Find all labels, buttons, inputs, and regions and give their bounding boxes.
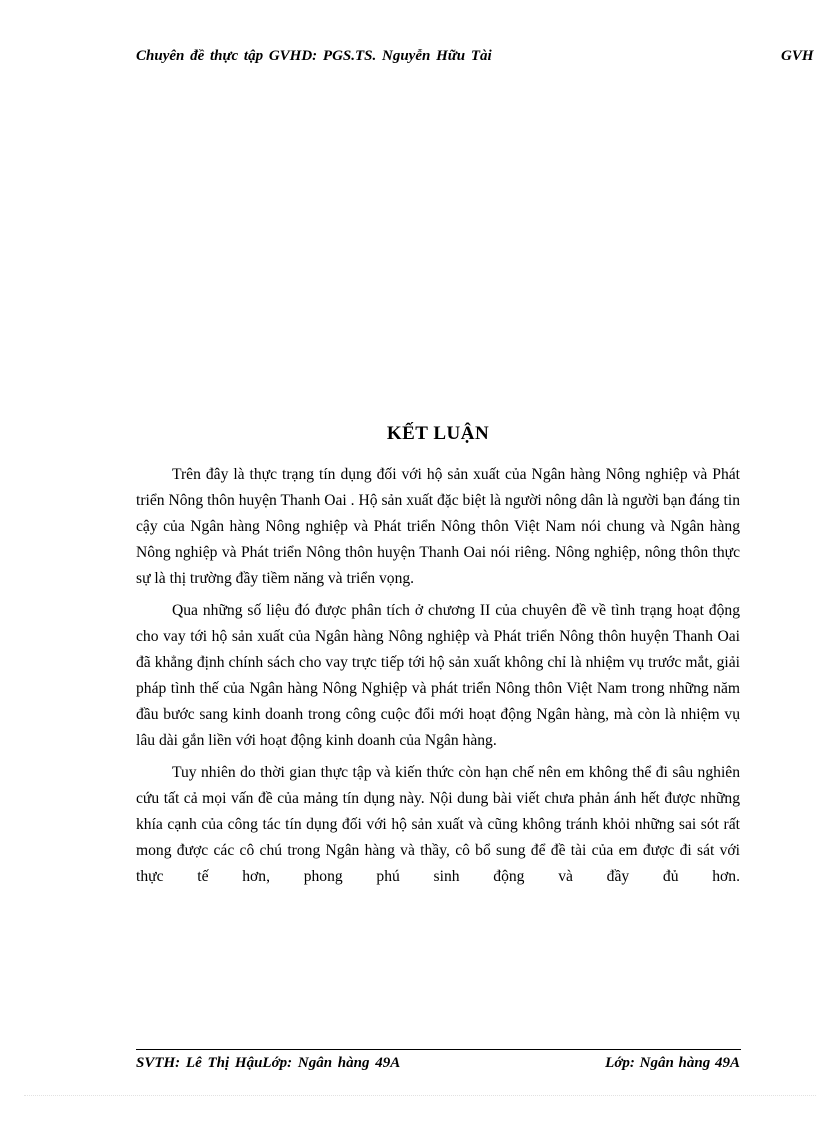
header-right-text: GVH: [781, 48, 814, 64]
page-title: KẾT LUẬN: [386, 423, 490, 444]
header-left-text: Chuyên đề thực tập GVHD: PGS.TS. Nguyễn Hữu Tài: [136, 48, 492, 64]
footer-right-text: Lớp: Ngân hàng 49A: [605, 1055, 740, 1071]
footer-left-text: SVTH: Lê Thị HậuLớp: Ngân hàng 49A: [136, 1055, 401, 1071]
body-text: [136, 462, 740, 896]
paragraph-2: Qua những số liệu đó được phân tích ở chương II của chuyên đề về tình trạng hoạt động cho vay tới hộ sản xuất của Ngân hàng Nông nghiệp và Phát triển Nông thôn huyện Thanh Oai đã khẳng định chính sách cho vay trực tiếp tới hộ sản xuất không chỉ là nhiệm vụ trước mắt, giải pháp tình thế của Ngân hàng Nông Nghiệp và phát triển Nông thôn Việt Nam trong những năm đầu bước sang kinh doanh trong công cuộc đổi mới hoạt động Ngân hàng, mà còn là nhiệm vụ lâu dài gắn liền với hoạt động kinh doanh của Ngân hàng.: [136, 602, 740, 749]
page-edge-divider: [24, 1095, 816, 1096]
paragraph-3: Tuy nhiên do thời gian thực tập và kiến thức còn hạn chế nên em không thể đi sâu nghiên cứu tất cả mọi vấn đề của mảng tín dụng này. Nội dung bài viết chưa phản ánh hết được những khía cạnh của công tác tín dụng đối với hộ sản xuất và cũng không tránh khỏi những sai sót rất mong được các cô chú trong Ngân hàng và thầy, cô bổ sung để đề tài của em được đi sát với thực tế hơn, phong phú sinh động và đầy đủ hơn.: [136, 764, 740, 885]
paragraph-1: Trên đây là thực trạng tín dụng đối với hộ sản xuất của Ngân hàng Nông nghiệp và Phát triển Nông thôn huyện Thanh Oai . Hộ sản xuất đặc biệt là người nông dân là người bạn đáng tin cậy của Ngân hàng Nông nghiệp và Phát triển Nông thôn Việt Nam nói chung và Ngân hàng Nông nghiệp và Phát triển Nông thôn huyện Thanh Oai nói riêng. Nông nghiệp, nông thôn thực sự là thị trường đầy tiềm năng và triển vọng.: [136, 466, 740, 587]
footer-divider: [136, 1049, 741, 1050]
